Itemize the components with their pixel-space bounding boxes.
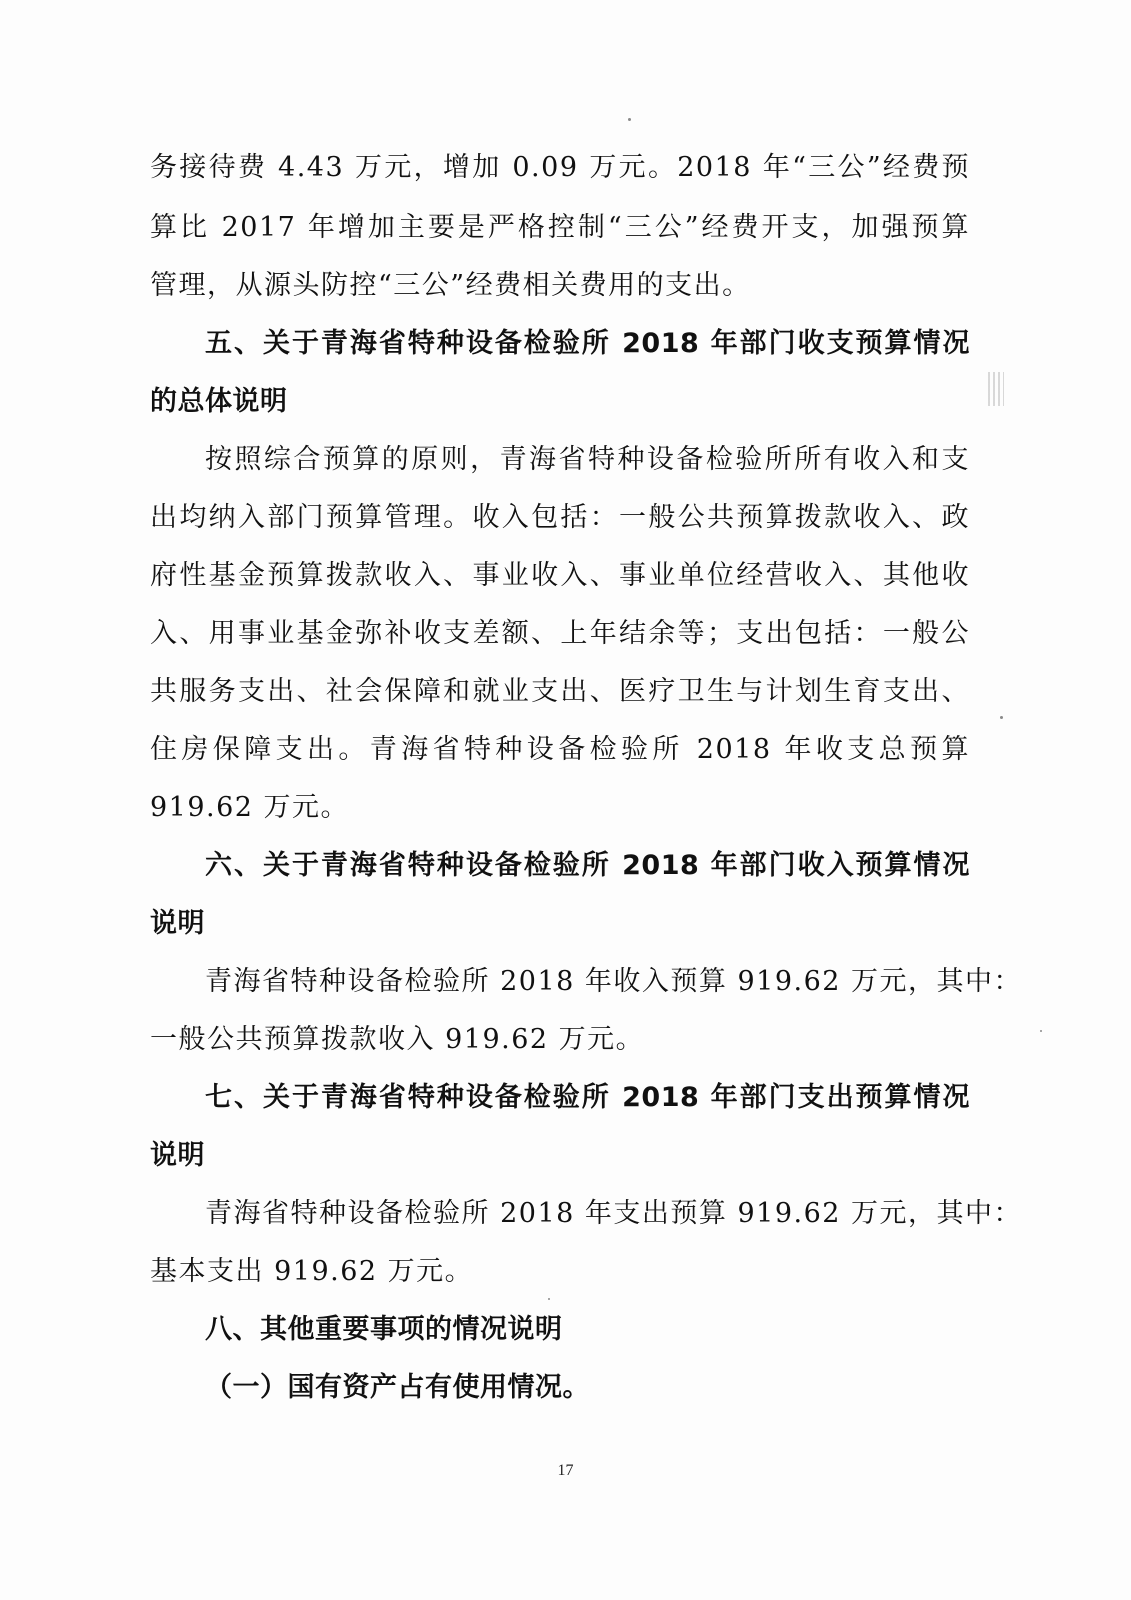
scan-speck xyxy=(548,1298,550,1300)
section-heading-6: 六、关于青海省特种设备检验所 2018 年部门收入预算情况 xyxy=(205,850,970,881)
body-text-line: 入、用事业基金弥补收支差额、上年结余等；支出包括：一般公 xyxy=(150,618,970,649)
body-text-line: 管理，从源头防控“三公”经费相关费用的支出。 xyxy=(150,270,751,301)
body-text-line: 住房保障支出。青海省特种设备检验所 2018 年收支总预算 xyxy=(150,734,970,765)
page-number: 17 xyxy=(557,1462,574,1479)
section-heading-5: 五、关于青海省特种设备检验所 2018 年部门收支预算情况 xyxy=(205,328,970,359)
section-heading-5-cont: 的总体说明 xyxy=(150,386,288,417)
section-heading-7-cont: 说明 xyxy=(150,1140,205,1171)
body-text-line: 基本支出 919.62 万元。 xyxy=(150,1256,474,1287)
section-heading-7: 七、关于青海省特种设备检验所 2018 年部门支出预算情况 xyxy=(205,1082,970,1113)
body-text-line: 青海省特种设备检验所 2018 年收入预算 919.62 万元，其中： xyxy=(205,966,1023,997)
scan-speck xyxy=(628,118,631,121)
scan-speck xyxy=(1040,1030,1042,1032)
section-heading-8: 八、其他重要事项的情况说明 xyxy=(205,1314,563,1345)
body-text-line: 一般公共预算拨款收入 919.62 万元。 xyxy=(150,1024,645,1055)
body-text-line: 共服务支出、社会保障和就业支出、医疗卫生与计划生育支出、 xyxy=(150,676,970,707)
scan-artifact xyxy=(988,372,1004,406)
body-text-line: 算比 2017 年增加主要是严格控制“三公”经费开支，加强预算 xyxy=(150,212,970,243)
body-text-line: 出均纳入部门预算管理。收入包括：一般公共预算拨款收入、政 xyxy=(150,502,970,533)
section-heading-6-cont: 说明 xyxy=(150,908,205,939)
body-text-line: 务接待费 4.43 万元，增加 0.09 万元。2018 年“三公”经费预 xyxy=(150,152,970,183)
body-text-line: 府性基金预算拨款收入、事业收入、事业单位经营收入、其他收 xyxy=(150,560,970,591)
scan-speck xyxy=(1000,716,1003,719)
body-text-line: 按照综合预算的原则，青海省特种设备检验所所有收入和支 xyxy=(205,444,970,475)
subsection-heading-1: （一）国有资产占有使用情况。 xyxy=(205,1372,590,1403)
body-text-line: 青海省特种设备检验所 2018 年支出预算 919.62 万元，其中： xyxy=(205,1198,1023,1229)
body-text-line: 919.62 万元。 xyxy=(150,792,350,823)
